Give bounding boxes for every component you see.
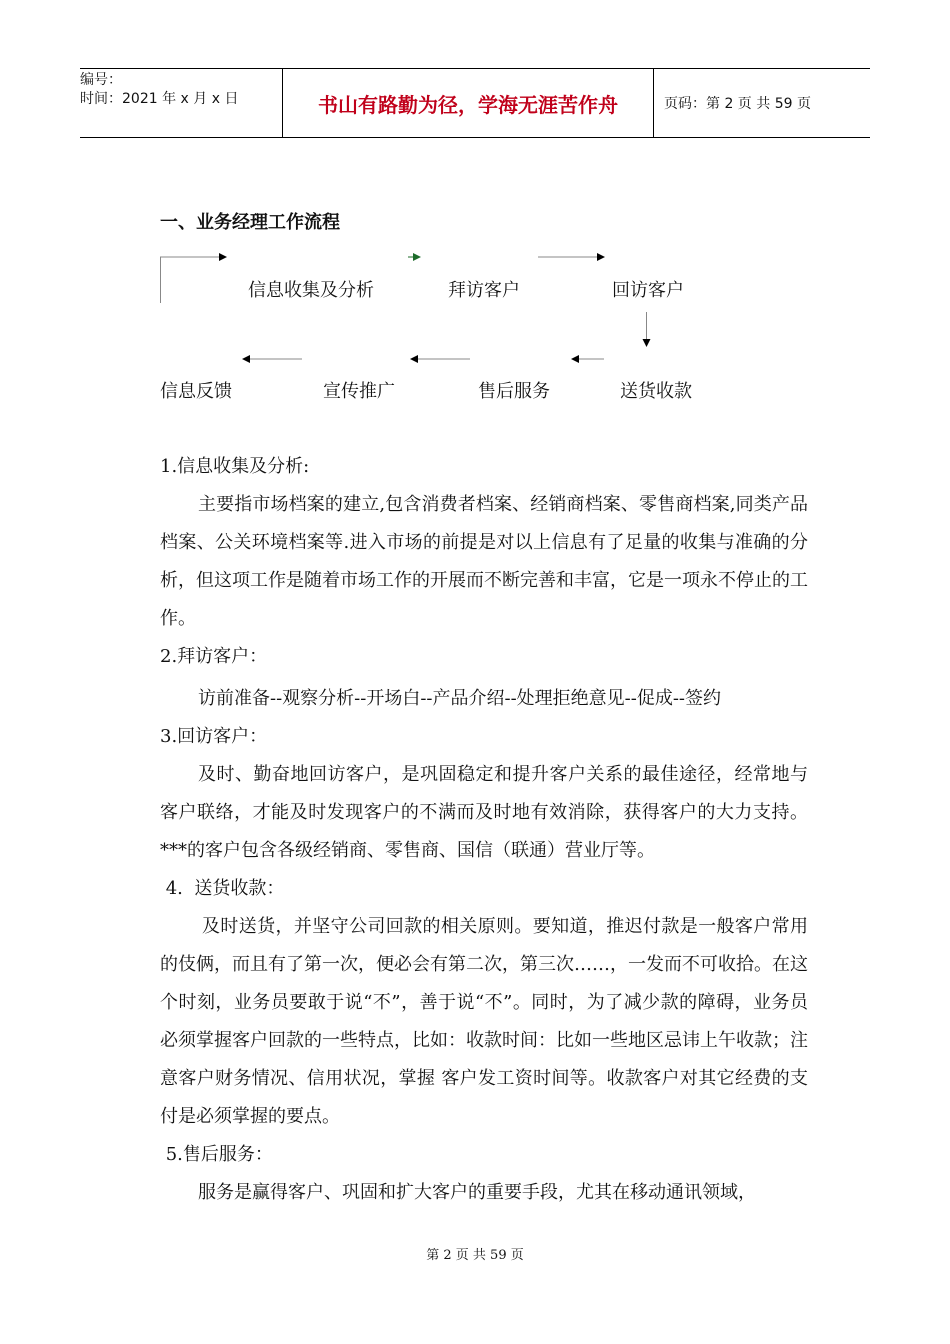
document-time-label: 时间：2021 年 x 月 x 日 <box>80 91 239 107</box>
flow-node-feedback: 信息反馈 <box>160 381 232 402</box>
item-paragraph: 及时送货，并坚守公司回款的相关原则。要知道，推迟付款是一般客户常用的伎俩，而且有了第一次，便必会有第二次，第三次……，一发而不可收拾。在这个时刻，业务员要敢于说“不”，善于说“不”。同时，为了减少款的障碍，业务员必须掌握客户回款的一些特点，比如：收款时间：比如一些地区忌讳上午收款；注意客户财务情况、信用状况，掌握 客户发工资时间等。收款客户对其它经费的支付是必须掌握的要点。 <box>160 916 808 1127</box>
flow-node-revisit-client: 回访客户 <box>612 280 684 301</box>
item-heading: 1.信息收集及分析: <box>160 456 310 477</box>
item-heading: 3.回访客户： <box>160 726 268 747</box>
flow-node-visit-client: 拜访客户 <box>448 280 520 301</box>
item-heading: 5.售后服务： <box>160 1144 273 1165</box>
item-paragraph: 及时、勤奋地回访客户，是巩固稳定和提升客户关系的最佳途径，经常地与客户联络，才能及时发现客户的不满而及时地有效消除，获得客户的大力支持。***的客户包含各级经销商、零售商、国信（联通）营业厅等。 <box>160 764 808 861</box>
document-number-label: 编号： <box>80 72 122 88</box>
workflow-arrows <box>0 0 950 420</box>
workflow-diagram <box>0 0 950 420</box>
item-paragraph: 服务是赢得客户、巩固和扩大客户的重要手段，尤其在移动通讯领域， <box>198 1182 756 1203</box>
flow-node-delivery-payment: 送货收款 <box>620 381 692 402</box>
item-paragraph: 主要指市场档案的建立,包含消费者档案、经销商档案、零售商档案,同类产品档案、公关环境档案等.进入市场的前提是对以上信息有了足量的收集与准确的分析，但这项工作是随着市场工作的开展而不断完善和丰富，它是一项永不停止的工作。 <box>160 494 808 629</box>
flow-node-info-collection: 信息收集及分析 <box>248 280 374 301</box>
flow-node-promotion: 宣传推广 <box>323 381 395 402</box>
document-body <box>160 448 808 1212</box>
item-heading: 2.拜访客户： <box>160 646 268 667</box>
item-paragraph: 访前准备--观察分析--开场白--产品介绍--处理拒绝意见--促成--签约 <box>198 688 721 709</box>
header-motto: 书山有路勤为径，学海无涯苦作舟 <box>318 92 618 117</box>
header-page-info: 页码：第 2 页 共 59 页 <box>664 96 811 112</box>
flow-node-after-sales: 售后服务 <box>478 381 550 402</box>
item-heading: 4. 送货收款： <box>160 878 285 899</box>
section-title: 一、业务经理工作流程 <box>160 212 340 233</box>
page-footer: 第 2 页 共 59 页 <box>426 1248 524 1263</box>
